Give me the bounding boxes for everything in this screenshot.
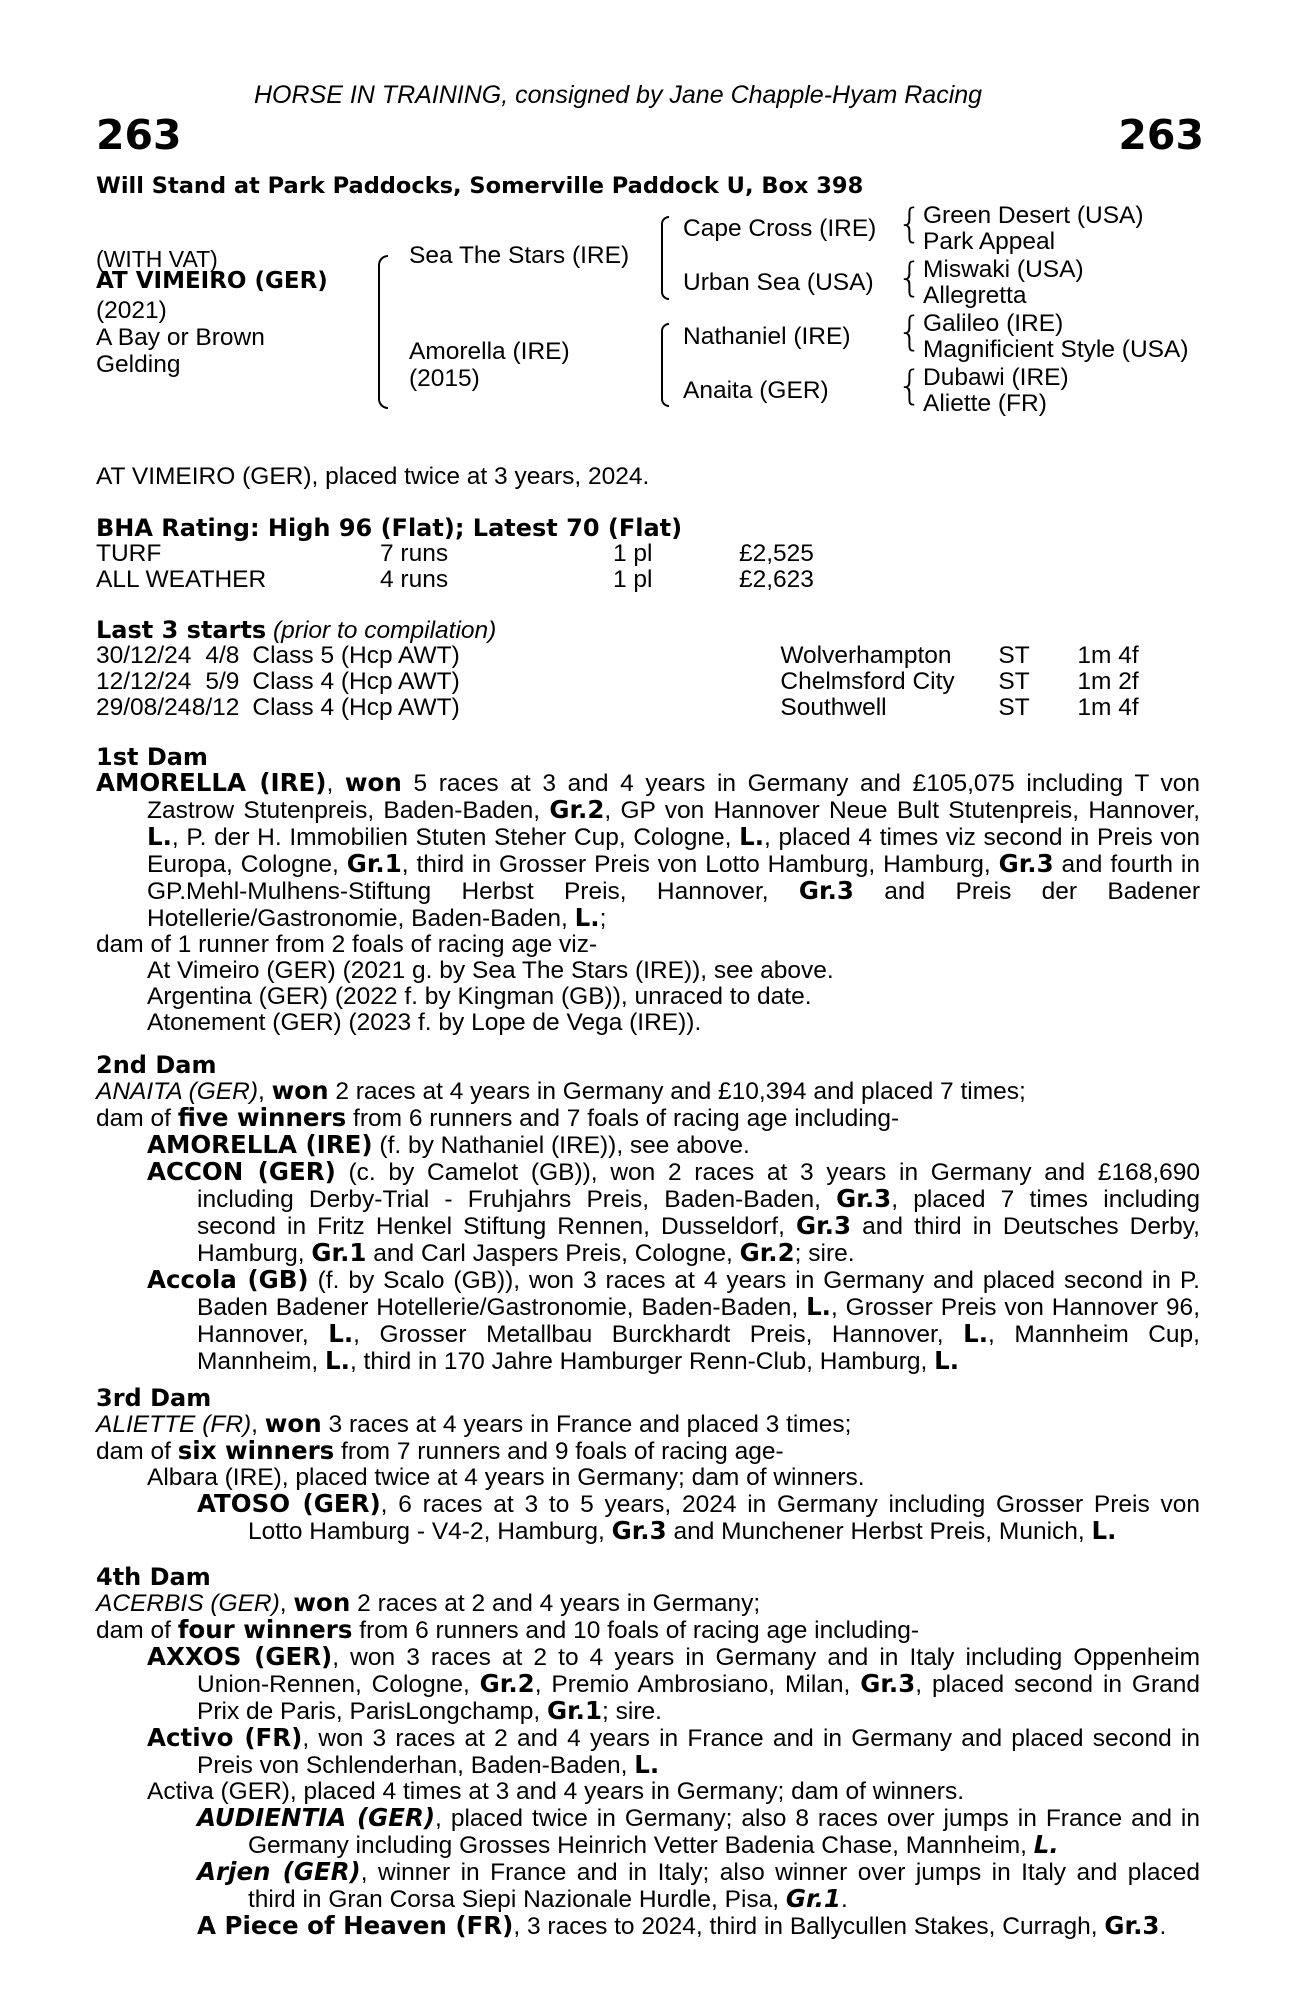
text: , 6 races at 3 to 5 years, 2024 in Germany including Grosser Preis von Lotto Hamburg - V4-2, Hamburg, xyxy=(248,1491,1200,1545)
grade: Gr.3 xyxy=(795,1211,852,1240)
progeny-item xyxy=(96,1644,1200,1725)
grade: L. xyxy=(1033,1830,1059,1859)
lot-number-right: 263 xyxy=(1118,111,1204,159)
first-dam-title: 1st Dam xyxy=(96,743,208,771)
gg-brace-3: { xyxy=(897,309,923,355)
text: , placed twice in Germany; also 8 races over jumps in France and in Germany including Grosses Heinrich Vetter Badenia Chase, Mannheim, xyxy=(248,1805,1200,1859)
progeny-item xyxy=(96,1159,1200,1267)
grade: Gr.1 xyxy=(785,1884,841,1913)
sire-dam: Urban Sea (USA) xyxy=(683,269,874,296)
start-course: Wolverhampton xyxy=(780,642,952,669)
text: , Premio Ambrosiano, Milan, xyxy=(534,1671,861,1698)
text: , GP von Hannover Neue Bult Stutenpreis, Hannover, xyxy=(604,797,1201,824)
progeny-item xyxy=(96,1491,1200,1545)
start-date: 12/12/24 xyxy=(96,668,192,695)
stand-line: Will Stand at Park Paddocks, Somerville Paddock U, Box 398 xyxy=(96,173,864,199)
text: , Mannheim Cup, Mannheim, xyxy=(197,1321,1200,1375)
start-going: ST xyxy=(998,668,1030,695)
progeny-name: Accola (GB) xyxy=(147,1265,309,1294)
start-distance: 1m 4f xyxy=(1077,694,1139,721)
last-starts-title: Last 3 starts xyxy=(96,616,267,644)
gg-5: Galileo (IRE) xyxy=(923,310,1064,337)
progeny-name: Arjen (GER) xyxy=(197,1857,361,1886)
ratings-table xyxy=(96,541,814,593)
text: 2 races at 2 and 4 years in Germany; xyxy=(350,1590,761,1617)
race-summary: AT VIMEIRO (GER), placed twice at 3 years, 2024. xyxy=(96,463,650,490)
text: , winner in France and in Italy; also winner over jumps in Italy and placed third in Gran Corsa Siepi Nazionale Hurdle, Pisa, xyxy=(248,1859,1200,1913)
gg-brace-4: { xyxy=(897,363,923,409)
progeny-item xyxy=(96,1805,1200,1859)
grade: Gr.1 xyxy=(311,1238,367,1267)
third-dam-title: 3rd Dam xyxy=(96,1384,212,1412)
progeny-item: Albara (IRE), placed twice at 4 years in Germany; dam of winners. xyxy=(147,1464,865,1491)
text: and Carl Jaspers Preis, Cologne, xyxy=(366,1240,740,1267)
start-race: Class 5 (Hcp AWT) xyxy=(252,642,460,669)
grade: L. xyxy=(934,1346,960,1375)
start-going: ST xyxy=(998,694,1030,721)
text: (f. by Scalo (GB)), won 3 races at 4 years in Germany and placed second in P. Baden Badener Hotellerie/Gastronomie, Baden-Baden, xyxy=(197,1267,1200,1321)
last-starts-table xyxy=(96,643,1139,721)
third-dam-dam-of xyxy=(96,1438,1200,1465)
placed: 1 pl xyxy=(613,566,653,593)
grade: L. xyxy=(806,1292,831,1321)
text: , placed second in Grand Prix de Paris, ParisLongchamp, xyxy=(197,1671,1200,1725)
fourth-dam-title: 4th Dam xyxy=(96,1563,211,1591)
text: ; sire. xyxy=(794,1240,855,1267)
progeny-name: ATOSO (GER) xyxy=(197,1489,381,1518)
grade: L. xyxy=(325,1346,350,1375)
horse-name: AT VIMEIRO (GER) xyxy=(96,268,328,294)
progeny-item xyxy=(96,1267,1200,1375)
progeny-item: At Vimeiro (GER) (2021 g. by Sea The Stars (IRE)), see above. xyxy=(147,957,834,984)
start-race: Class 4 (Hcp AWT) xyxy=(252,694,460,721)
start-row xyxy=(96,669,1139,695)
gg-2: Park Appeal xyxy=(923,228,1056,255)
progeny-item: Activa (GER), placed 4 times at 3 and 4 years in Germany; dam of winners. xyxy=(147,1778,965,1805)
sire-sire: Cape Cross (IRE) xyxy=(683,215,877,242)
text: 5 races at 3 and 4 years in Germany and £105,075 including T von Zastrow Stutenpreis, Baden-Baden, xyxy=(147,770,1200,824)
winners-count: five winners xyxy=(177,1103,347,1132)
progeny-item xyxy=(96,1859,1200,1913)
text: , xyxy=(257,1078,272,1105)
last-starts-note: (prior to compilation) xyxy=(273,617,497,644)
grade: Gr.2 xyxy=(549,795,605,824)
horse-description-2: Gelding xyxy=(96,351,181,378)
grade: Gr.3 xyxy=(1104,1911,1160,1940)
gg-1: Green Desert (USA) xyxy=(923,202,1144,229)
grade: Gr.2 xyxy=(739,1238,795,1267)
gg-4: Allegretta xyxy=(923,282,1027,309)
start-row xyxy=(96,695,1139,721)
dam-name: ANAITA (GER) xyxy=(96,1078,258,1105)
progeny-item xyxy=(96,1725,1200,1779)
gg-3: Miswaki (USA) xyxy=(923,256,1084,283)
grade: L. xyxy=(147,822,172,851)
grade: L. xyxy=(574,903,600,932)
start-position: 4/8 xyxy=(205,642,240,669)
winners-count: four winners xyxy=(177,1615,353,1644)
progeny-name: Activo (FR) xyxy=(147,1723,303,1752)
text: 2 races at 4 years in Germany and £10,394 and placed 7 times; xyxy=(328,1078,1026,1105)
progeny-item xyxy=(96,1132,1200,1159)
grade: L. xyxy=(634,1750,660,1779)
text: ; sire. xyxy=(602,1698,662,1725)
fourth-dam-section xyxy=(96,1564,1200,1940)
third-dam-intro xyxy=(96,1411,1200,1438)
winners-count: six winners xyxy=(177,1436,335,1465)
vat-label: (WITH VAT) xyxy=(96,246,218,272)
first-dam-section xyxy=(96,744,1200,1036)
text: , 3 races to 2024, third in Ballycullen Stakes, Curragh, xyxy=(513,1913,1105,1940)
start-course: Southwell xyxy=(780,694,887,721)
gg-8: Aliette (FR) xyxy=(923,390,1047,417)
start-going: ST xyxy=(998,642,1030,669)
grade: Gr.1 xyxy=(346,849,402,878)
grade: L. xyxy=(739,822,765,851)
sire: Sea The Stars (IRE) xyxy=(409,242,630,269)
grade: Gr.1 xyxy=(546,1696,603,1725)
text: ; xyxy=(599,905,607,932)
progeny-item xyxy=(96,1913,1200,1940)
text: (c. by Camelot (GB)), won 2 races at 3 years in Germany and £168,690 including Derby-Trial - Fruhjahrs Preis, Baden-Baden, xyxy=(197,1159,1200,1213)
grade: Gr.3 xyxy=(836,1184,892,1213)
second-dam-title: 2nd Dam xyxy=(96,1051,217,1079)
runs: 7 runs xyxy=(380,540,449,567)
text: , Grosser Preis von Hannover 96, Hannover, xyxy=(197,1294,1200,1348)
horse-description-1: A Bay or Brown xyxy=(96,324,265,351)
grade: L. xyxy=(328,1319,354,1348)
start-race: Class 4 (Hcp AWT) xyxy=(252,668,460,695)
start-date: 30/12/24 xyxy=(96,642,192,669)
runs: 4 runs xyxy=(380,566,449,593)
surface: ALL WEATHER xyxy=(96,566,267,593)
grade: Gr.2 xyxy=(479,1669,535,1698)
grade: L. xyxy=(1091,1516,1117,1545)
text: from 6 runners and 10 foals of racing age including- xyxy=(352,1617,920,1644)
fourth-dam-dam-of xyxy=(96,1617,1200,1644)
text: , placed 7 times including second in Fritz Henkel Stiftung Rennen, Dusseldorf, xyxy=(197,1186,1200,1240)
text: and fourth in GP.Mehl-Mulhens-Stiftung Herbst Preis, Hannover, xyxy=(147,851,1200,905)
text: and Munchener Herbst Preis, Munich, xyxy=(666,1518,1092,1545)
dam-name: AMORELLA (IRE) xyxy=(96,768,327,797)
gg-6: Magnificient Style (USA) xyxy=(923,336,1189,363)
start-distance: 1m 2f xyxy=(1077,668,1139,695)
text: , xyxy=(279,1590,294,1617)
bha-rating: BHA Rating: High 96 (Flat); Latest 70 (Flat) xyxy=(96,514,683,542)
progeny-name: A Piece of Heaven (FR) xyxy=(197,1911,514,1940)
text: , Grosser Metallbau Burckhardt Preis, Hannover, xyxy=(353,1321,964,1348)
ratings-row xyxy=(96,567,814,593)
text: , P. der H. Immobilien Stuten Steher Cup, Cologne, xyxy=(171,824,740,851)
text: dam of xyxy=(96,1105,178,1132)
start-distance: 1m 4f xyxy=(1077,642,1139,669)
gg-brace-1: { xyxy=(897,201,923,247)
prize: £2,525 xyxy=(739,540,814,567)
dam-dam: Anaita (GER) xyxy=(683,377,829,404)
text: . xyxy=(840,1886,848,1913)
start-course: Chelmsford City xyxy=(780,668,955,695)
text: and third in Deutsches Derby, Hamburg, xyxy=(197,1213,1200,1267)
gg-brace-2: { xyxy=(897,255,923,301)
text: and Preis der Badener Hotellerie/Gastronomie, Baden-Baden, xyxy=(147,878,1201,932)
text: , placed 4 times viz second in Preis von Europa, Cologne, xyxy=(147,824,1200,878)
dam-year: (2015) xyxy=(409,365,480,392)
placed: 1 pl xyxy=(613,540,653,567)
dam-name: ALIETTE (FR) xyxy=(96,1411,252,1438)
prize: £2,623 xyxy=(739,566,814,593)
text: 3 races at 4 years in France and placed 3 times; xyxy=(321,1411,852,1438)
text: , xyxy=(326,770,345,797)
consignor-line: HORSE IN TRAINING, consigned by Jane Chapple-Hyam Racing xyxy=(254,81,983,109)
dam-sire: Nathaniel (IRE) xyxy=(683,323,851,350)
pedigree-bracket xyxy=(378,255,388,409)
text: , third in Grosser Preis von Lotto Hamburg, Hamburg, xyxy=(401,851,999,878)
grade: Gr.3 xyxy=(998,849,1054,878)
first-dam-dam-of: dam of 1 runner from 2 foals of racing age viz- xyxy=(96,931,598,958)
surface: TURF xyxy=(96,540,162,567)
progeny-name: AXXOS (GER) xyxy=(147,1642,333,1671)
text: , won 3 races at 2 to 4 years in Germany and in Italy including Oppenheim Union-Rennen, Cologne, xyxy=(197,1644,1200,1698)
text: , won 3 races at 2 and 4 years in France and in Germany and placed second in Preis von Schlenderhan, Baden-Baden, xyxy=(197,1725,1201,1779)
text: from 6 runners and 7 foals of racing age including- xyxy=(346,1105,900,1132)
text: (f. by Nathaniel (IRE)), see above. xyxy=(372,1132,750,1159)
ratings-row xyxy=(96,541,814,567)
lot-number-left: 263 xyxy=(96,111,182,159)
second-dam-section xyxy=(96,1052,1200,1375)
progeny-name: AMORELLA (IRE) xyxy=(147,1130,373,1159)
grade: Gr.3 xyxy=(860,1669,916,1698)
second-dam-intro xyxy=(96,1078,1200,1105)
dam-name: ACERBIS (GER) xyxy=(96,1590,280,1617)
progeny-item: Atonement (GER) (2023 f. by Lope de Vega (IRE)). xyxy=(147,1009,702,1036)
text: , third in 170 Jahre Hamburger Renn-Club, Hamburg, xyxy=(349,1348,935,1375)
start-row xyxy=(96,643,1139,669)
text: from 7 runners and 9 foals of racing age- xyxy=(334,1438,784,1465)
fourth-dam-intro xyxy=(96,1590,1200,1617)
gg-7: Dubawi (IRE) xyxy=(923,364,1069,391)
dam: Amorella (IRE) xyxy=(409,338,570,365)
text: . xyxy=(1159,1913,1167,1940)
start-position: 8/12 xyxy=(191,694,240,721)
grade: L. xyxy=(963,1319,989,1348)
progeny-name: AUDIENTIA (GER) xyxy=(197,1803,436,1832)
second-dam-dam-of xyxy=(96,1105,1200,1132)
horse-year: (2021) xyxy=(96,297,167,324)
start-position: 5/9 xyxy=(205,668,240,695)
grade: Gr.3 xyxy=(611,1516,667,1545)
won-label: won xyxy=(293,1588,351,1617)
text: , xyxy=(251,1411,265,1438)
progeny-name: ACCON (GER) xyxy=(147,1157,336,1186)
third-dam-section xyxy=(96,1385,1200,1545)
dam-line-bracket xyxy=(661,323,669,407)
won-label: won xyxy=(344,768,402,797)
text: dam of xyxy=(96,1617,178,1644)
won-label: won xyxy=(264,1409,322,1438)
text: dam of xyxy=(96,1438,178,1465)
first-dam-record xyxy=(96,770,1200,932)
grade: Gr.3 xyxy=(798,876,854,905)
progeny-item: Argentina (GER) (2022 f. by Kingman (GB)), unraced to date. xyxy=(147,983,812,1010)
won-label: won xyxy=(271,1076,329,1105)
sire-line-bracket xyxy=(661,216,669,300)
start-date: 29/08/24 xyxy=(96,694,192,721)
last-starts-heading xyxy=(96,617,496,644)
